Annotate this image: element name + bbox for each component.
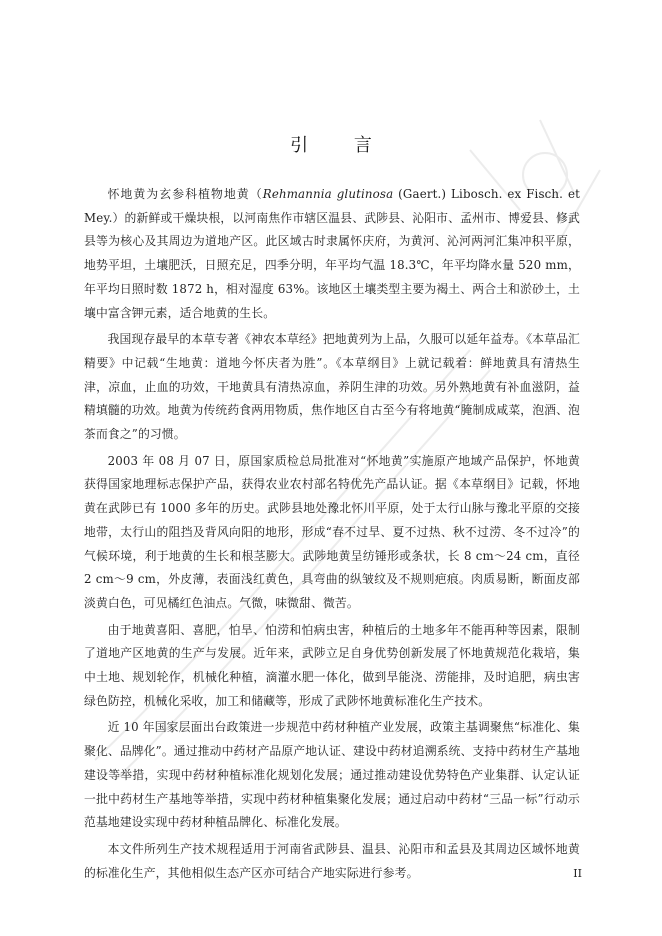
paragraph-1: 怀地黄为玄参科植物地黄（Rehmannia glutinosa (Gaert.) Libosch. ex Fisch. et Mey.）的新鲜或干燥块根，以河南焦作市辖区温县、武陟县、沁阳市、孟州市、博爱县、修武县等为核心及其周边为道地产区。此区域古时隶属怀庆府，为黄河、沁河两河汇集冲积平原，地势平坦，土壤肥沃，日照充足，四季分明，年平均气温 18.3℃，年平均降水量 520 mm，年平均日照时数 1872 h，相对湿度 63%。该地区土壤类型主要为褐土、两合土和淤砂土，土壤中富含钾元素，适合地黄的生长。 bbox=[84, 187, 580, 320]
paragraph-5: 近 10 年国家层面出台政策进一步规范中药材种植产业发展，政策主基调聚焦“标准化、集聚化、品牌化”。通过推动中药材产品原产地认证、建设中药材追溯系统、支持中药材生产基地建设等举措，实现中药材种植标准化规划化发展；通过推动建设优势特色产业集群、认定认证一批中药材生产基地等举措，实现中药材种植集聚化发展；通过启动中药材“三品一标”行动示范基地建设实现中药材种植品牌化、标准化发展。 bbox=[84, 720, 581, 830]
paragraph-2: 我国现存最早的本草专著《神农本草经》把地黄列为上品，久服可以延年益寿。《本草品汇精要》中记载“生地黄：道地今怀庆者为胜”。《本草纲目》上就记载着：鲜地黄具有清热生津，凉血，止血的功效，干地黄具有清热凉血，养阴生津的功效。另外熟地黄有补血滋阴，益精填髓的功效。地黄为传统药食两用物质，焦作地区自古至今有将地黄“腌制成咸菜，泡酒、泡茶而食之”的习惯。 bbox=[84, 332, 581, 442]
page-title: 引 言 bbox=[290, 135, 392, 156]
page-number: II bbox=[573, 867, 582, 880]
paragraph-3: 2003 年 08 月 07 日，原国家质检总局批准对“怀地黄”实施原产地域产品保护，怀地黄获得国家地理标志保护产品，获得农业农村部名特优先产品认证。据《本草纲目》记载，怀地黄在武陟已有 1000 多年的历史。武陟县地处豫北怀川平原，处于太行山脉与豫北平原的交接地带，太行山的阻挡及背风向阳的地形，形成“春不过旱、夏不过热、秋不过涝、冬不过冷”的气候环境，利于地黄的生长和根茎膨大。武陟地黄呈纺锤形或条状，长 8 cm～24 cm，直径 2 cm～9 cm，外皮薄，表面浅红黄色，具弯曲的纵皱纹及不规则疤痕。肉质易断，断面皮部淡黄白色，可见橘红色油点。气微，味微甜、微苦。 bbox=[84, 453, 580, 610]
introduction-body bbox=[84, 183, 580, 888]
paragraph-6: 本文件所列生产技术规程适用于河南省武陟县、温县、沁阳市和孟县及其周边区域怀地黄的标准化生产，其他相似生态产区亦可结合产地实际进行参考。 bbox=[84, 841, 580, 880]
paragraph-4: 由于地黄喜阳、喜肥，怕旱、怕涝和怕病虫害，种植后的土地多年不能再种等因素，限制了道地产区地黄的生产与发展。近年来，武陟立足自身优势创新发展了怀地黄规范化栽培，集中土地、规划轮作，机械化种植，滴灌水肥一体化，做到旱能浇、涝能排，及时追肥，病虫害绿色防控，机械化采收，加工和储藏等，形成了武陟怀地黄标准化生产技术。 bbox=[84, 622, 580, 708]
latin-species-name: Rehmannia glutinosa bbox=[262, 187, 394, 201]
